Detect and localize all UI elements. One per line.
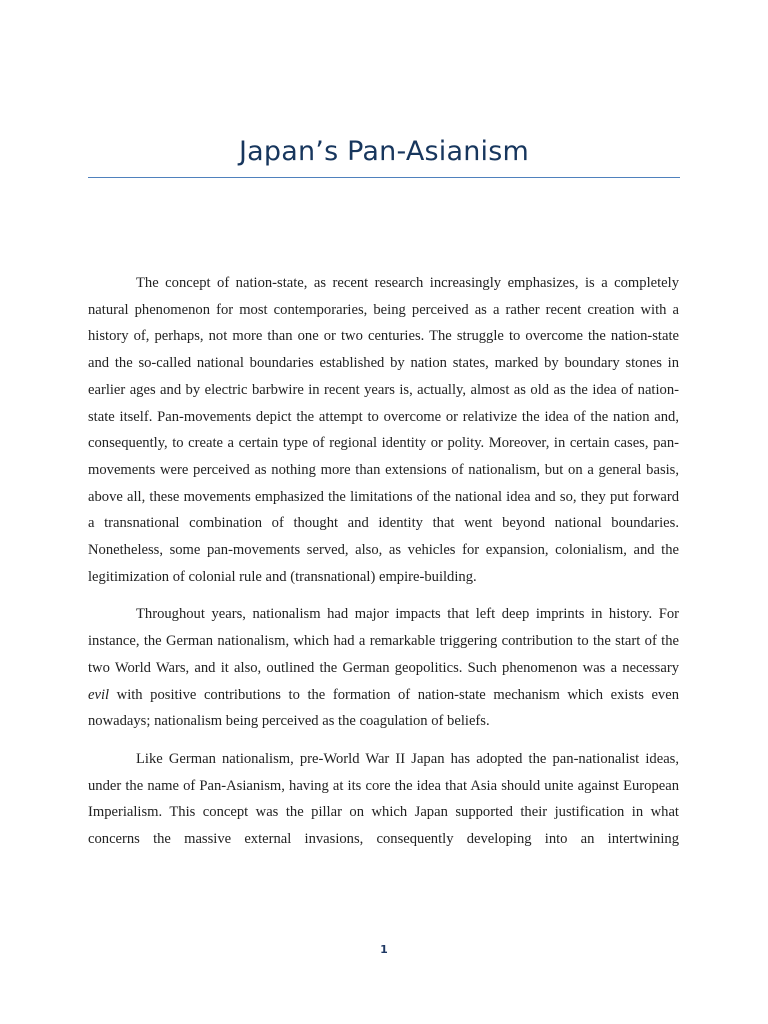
body-paragraph-1: The concept of nation-state, as recent research increasingly emphasizes, is a completely natural phenomenon for most contemporaries, being perceived as a rather recent creation with a history of, perhaps, not more than one or two centuries. The struggle to overcome the nation-state and the so-called national boundaries established by nation states, marked by boundary stones in earlier ages and by electric barbwire in recent years is, actually, almost as old as the idea of nation-state itself. Pan-movements depict the attempt to overcome or relativize the idea of the nation and, consequently, to create a certain type of regional identity or polity. Moreover, in certain cases, pan-movements were perceived as nothing more than extensions of nationalism, but on a general basis, above all, these movements emphasized the limitations of the national idea and so, they put forward a transnational combination of thought and identity that went beyond national boundaries. Nonetheless, some pan-movements served, also, as vehicles for expansion, colonialism, and the legitimization of colonial rule and (transnational) empire-building. <box>88 275 679 585</box>
paragraph-2-text-end: with positive contributions to the formation of nation-state mechanism which exists even nowadays; nationalism being perceived as the coagulation of beliefs. <box>88 686 679 730</box>
title-underline-divider <box>88 177 680 178</box>
body-paragraph-2 <box>88 601 679 735</box>
body-paragraph-3: Like German nationalism, pre-World War II Japan has adopted the pan-nationalist ideas, under the name of Pan-Asianism, having at its core the idea that Asia should unite against European Imperialism. This concept was the pillar on which Japan supported their justification in what concerns the massive external invasions, consequently developing into an intertwining <box>88 750 679 848</box>
document-body <box>88 270 679 864</box>
paragraph-2-text-start: Throughout years, nationalism had major impacts that left deep imprints in history. For instance, the German nationalism, which had a remarkable triggering contribution to the start of the two World Wars, and it also, outlined the German geopolitics. Such phenomenon was a necessary <box>88 606 679 676</box>
document-title: Japan’s Pan-Asianism <box>239 136 529 167</box>
page-number: 1 <box>380 943 388 956</box>
emphasis-word-evil: evil <box>88 686 110 703</box>
